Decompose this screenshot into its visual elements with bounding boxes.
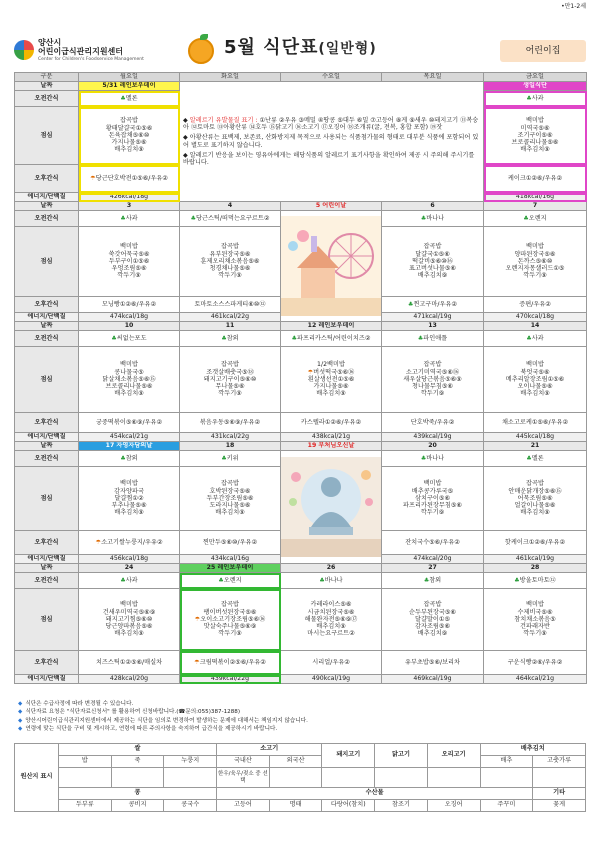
lunch-w2-tue: 잡곡밥 유부된장국⑤⑥ 훈제오리채소볶음⑤⑥ 청경채나물⑤⑥ 깍두기⑨ bbox=[180, 227, 281, 297]
origin-cell: 오징어 bbox=[427, 800, 480, 812]
energy-w3-wed: 438kcal/21g bbox=[281, 433, 382, 442]
lunch-w2-thu: 잡곡밥 달걀국①⑤⑥ 떡갈비⑤⑥⑩⑯ 표고버섯나물⑤⑥ 배추김치⑨ bbox=[382, 227, 484, 297]
pm-w3-tue: 볶음우동⑤⑥⑨/우유② bbox=[180, 413, 281, 433]
energy-w3-mon: 454kcal/21g bbox=[79, 433, 180, 442]
day-wed: 수요일 bbox=[281, 73, 382, 82]
am-w2-mon: ♣ 사과 bbox=[79, 211, 180, 227]
row-label-am: 오전간식 bbox=[15, 331, 79, 347]
pm-w3-wed: 카스텔라①②⑥/우유② bbox=[281, 413, 382, 433]
energy-w4-fri: 461kcal/19g bbox=[484, 555, 587, 564]
date-w2-wed: 5 어린이날 bbox=[281, 202, 382, 211]
date-w4-mon: 17 자영자담의날 bbox=[79, 442, 180, 451]
row-label-date: 날짜 bbox=[15, 322, 79, 331]
energy-w5-thu: 469kcal/19g bbox=[382, 675, 484, 684]
date-w5-tue: 25 레인보우데이 bbox=[180, 564, 281, 573]
row-label-lunch: 점심 bbox=[15, 107, 79, 165]
date-w5-mon: 24 bbox=[79, 564, 180, 573]
lunch-w3-wed: 1/2백미밥 ☂ 버섯떡국⑤⑥⑯ 흰살생선전①⑤⑥ 가지나물⑤⑥ 배추김치⑨ bbox=[281, 347, 382, 413]
origin-cell: 콩국수 bbox=[164, 800, 217, 812]
origin-beef: 소고기 bbox=[217, 744, 322, 756]
page-number: •만1-2세 bbox=[561, 3, 586, 10]
notes bbox=[18, 700, 582, 734]
origin-cell: 콩비지 bbox=[111, 800, 164, 812]
energy-w3-thu: 439kcal/19g bbox=[382, 433, 484, 442]
note-item: ◆ 식단자료 요청은 "식단자료신청서" 를 활용하여 신청바랍니다.(☎문의:055)387-1288) bbox=[18, 708, 582, 716]
origin-cell: 두부류 bbox=[59, 800, 112, 812]
note-item: ◆ 양산시어린이급식관리지원센터에서 제공하는 식단을 임의로 변경하여 발생하는 문제에 대해서는 책임지지 않습니다. bbox=[18, 717, 582, 725]
date-w2-fri: 7 bbox=[484, 202, 587, 211]
lunch-w1-fri: 백미밥 미역국⑤⑥ 조기구이⑤⑥ 브로콜리나물⑤⑥ 배추김치⑨ bbox=[484, 107, 587, 165]
pm-w5-mon: 치즈스틱①②⑤⑥/매실차 bbox=[79, 651, 180, 675]
lunch-w3-thu: 잡곡밥 소고기미역국⑤⑥⑯ 새우살당근볶음⑤⑥⑨ 청나물무침⑤⑥ 깍두기⑨ bbox=[382, 347, 484, 413]
origin-cell: 배추 bbox=[480, 756, 533, 768]
origin-table bbox=[14, 743, 586, 812]
am-w1-fri: ♣ 사과 bbox=[484, 91, 587, 107]
origin-cell bbox=[533, 768, 586, 788]
row-label-pm: 오후간식 bbox=[15, 165, 79, 193]
am-w3-wed: ♣ 파프리카스틱/어린이치즈② bbox=[281, 331, 382, 347]
pm-w1-fri: 케이크①②⑥/우유② bbox=[484, 165, 587, 193]
day-mon: 월요일 bbox=[79, 73, 180, 82]
row-label-am: 오전간식 bbox=[15, 211, 79, 227]
am-w2-thu: ♣ 바나나 bbox=[382, 211, 484, 227]
date-w1-fri: 생일식단 bbox=[484, 82, 587, 91]
am-w2-fri: ♣ 오렌지 bbox=[484, 211, 587, 227]
row-label-date: 날짜 bbox=[15, 82, 79, 91]
buddha-day-illustration bbox=[281, 451, 382, 564]
energy-w4-mon: 456kcal/18g bbox=[79, 555, 180, 564]
date-w3-tue: 11 bbox=[180, 322, 281, 331]
col-label: 구분 bbox=[15, 73, 79, 82]
origin-rice: 쌀 bbox=[59, 744, 217, 756]
pm-w4-thu: 잔치국수⑤⑥/우유② bbox=[382, 531, 484, 555]
pm-w2-fri: 증편/우유② bbox=[484, 297, 587, 313]
row-label-energy: 에너지/단백질 bbox=[15, 313, 79, 322]
origin-cell bbox=[59, 768, 112, 788]
am-w3-fri: ♣ 사과 bbox=[484, 331, 587, 347]
am-w5-tue: ♣ 오렌지 bbox=[180, 573, 281, 589]
row-label-energy: 에너지/단백질 bbox=[15, 433, 79, 442]
lunch-w2-mon: 백미밥 쑥갓어묵국⑤⑥ 두부구이①⑤⑥ 우엉조림⑤⑥ 깍두기⑨ bbox=[79, 227, 180, 297]
am-w3-thu: ♣ 파인애플 bbox=[382, 331, 484, 347]
origin-chicken: 닭고기 bbox=[375, 744, 428, 768]
lunch-w3-tue: 잡곡밥 조갯살배춧국⑤⑱ 돼지고기구이⑤⑥⑩ 무나물⑤⑥ 깍두기⑨ bbox=[180, 347, 281, 413]
org-name: 어린이급식관리지원센터 bbox=[38, 47, 124, 56]
row-label-am: 오전간식 bbox=[15, 573, 79, 589]
energy-w3-fri: 445kcal/18g bbox=[484, 433, 587, 442]
lunch-w5-thu: 잡곡밥 순두부된장국⑤⑥ 달걀말이①⑤ 감자조림⑤⑥ 배추김치⑨ bbox=[382, 589, 484, 651]
date-w5-thu: 27 bbox=[382, 564, 484, 573]
energy-w1-mon: 426kcal/18g bbox=[79, 193, 180, 202]
lunch-w3-mon: 백미밥 콩나물국⑤ 닭살채소볶음⑤⑥⑮ 브로콜리나물⑤⑥ 배추김치⑨ bbox=[79, 347, 180, 413]
origin-cell: 국내산 bbox=[217, 756, 270, 768]
row-label-energy: 에너지/단백질 bbox=[15, 555, 79, 564]
row-label-lunch: 점심 bbox=[15, 227, 79, 297]
date-w5-fri: 28 bbox=[484, 564, 587, 573]
energy-w2-thu: 471kcal/19g bbox=[382, 313, 484, 322]
lunch-w4-mon: 백미밥 감자양파국 달걀찜①② 부추나물⑤⑥ 배추김치⑨ bbox=[79, 467, 180, 531]
date-w2-mon: 3 bbox=[79, 202, 180, 211]
row-label-pm: 오후간식 bbox=[15, 297, 79, 313]
date-w5-wed: 26 bbox=[281, 564, 382, 573]
am-w4-tue: ♣ 키위 bbox=[180, 451, 281, 467]
note-item: ◆ 식단은 수급사정에 따라 변경될 수 있습니다. bbox=[18, 700, 582, 708]
pm-w3-fri: 채소고로케①⑤⑥/우유② bbox=[484, 413, 587, 433]
am-w3-mon: ♣ 씨없는포도 bbox=[79, 331, 180, 347]
lunch-w4-thu: 백미밥 배추콩가루국⑤ 삼치구이⑤⑥ 파프리카된장무침⑤⑥ 깍두기⑨ bbox=[382, 467, 484, 531]
lunch-w5-wed: 카레라이스⑤⑥ 시금치된장국⑤⑥ 해물완자전⑤⑥⑨⑰ 배추김치⑨ 마시는요구르트② bbox=[281, 589, 382, 651]
am-w4-fri: ♣ 멜론 bbox=[484, 451, 587, 467]
origin-cell: 꽃게 bbox=[533, 800, 586, 812]
row-label-pm: 오후간식 bbox=[15, 413, 79, 433]
pm-w2-mon: 모닝빵①②⑥/우유② bbox=[79, 297, 180, 313]
origin-kimchi: 배추김치 bbox=[480, 744, 586, 756]
org-name-en: Center for Children's Foodservice Management bbox=[38, 57, 144, 62]
menu-table bbox=[14, 72, 587, 684]
row-label-date: 날짜 bbox=[15, 564, 79, 573]
origin-cell: 고등어 bbox=[217, 800, 270, 812]
origin-beef-note: 한우/육우/젖소 중 선택 bbox=[217, 768, 270, 788]
lunch-w4-tue: 잡곡밥 호박된장국⑤⑥ 두부간장조림⑤⑥ 도라지나물⑤⑥ 배추김치⑨ bbox=[180, 467, 281, 531]
energy-w2-fri: 470kcal/18g bbox=[484, 313, 587, 322]
energy-w1-fri: 418kcal/16g bbox=[484, 193, 587, 202]
origin-bean: 콩 bbox=[59, 788, 217, 800]
row-label-lunch: 점심 bbox=[15, 467, 79, 531]
energy-w5-wed: 490kcal/19g bbox=[281, 675, 382, 684]
origin-cell bbox=[269, 768, 322, 788]
pm-w4-mon: ☂ 소고기쌀누룽지/우유② bbox=[79, 531, 180, 555]
row-label-energy: 에너지/단백질 bbox=[15, 675, 79, 684]
center-logo bbox=[14, 38, 164, 66]
lunch-w5-mon: 백미밥 건새우미역국⑤⑥⑨ 돼지고기찜⑤⑥⑩ 당근양파볶음⑤⑥ 배추김치⑨ bbox=[79, 589, 180, 651]
day-thu: 목요일 bbox=[382, 73, 484, 82]
origin-cell bbox=[480, 768, 533, 788]
date-w3-fri: 14 bbox=[484, 322, 587, 331]
origin-cell: 밥 bbox=[59, 756, 112, 768]
org-city: 양산시 bbox=[38, 38, 62, 47]
energy-w4-thu: 474kcal/20g bbox=[382, 555, 484, 564]
pm-w2-thu: ♣ 찐고구마/우유② bbox=[382, 297, 484, 313]
pm-w4-tue: 찐만두⑤⑥⑩/우유② bbox=[180, 531, 281, 555]
energy-w3-tue: 431kcal/22g bbox=[180, 433, 281, 442]
energy-w5-tue: 439kcal/22g bbox=[180, 675, 281, 684]
pm-w4-fri: 핫케이크①②⑥/우유② bbox=[484, 531, 587, 555]
am-w4-mon: ♣ 참외 bbox=[79, 451, 180, 467]
lunch-w2-fri: 백미밥 양파된장국⑤⑥ 돈까스⑤⑥⑩ 오렌지자몽샐러드①⑤ 깍두기⑨ bbox=[484, 227, 587, 297]
am-w5-mon: ♣ 사과 bbox=[79, 573, 180, 589]
row-label-date: 날짜 bbox=[15, 442, 79, 451]
origin-label: 원산지 표시 bbox=[15, 744, 59, 812]
lunch-w4-fri: 잡곡밥 안매운닭개장⑤⑥⑮ 어묵조림⑤⑥ 얼갈이나물⑤⑥ 배추김치⑨ bbox=[484, 467, 587, 531]
origin-pork: 돼지고기 bbox=[322, 744, 375, 768]
am-w4-thu: ♣ 바나나 bbox=[382, 451, 484, 467]
row-label-am: 오전간식 bbox=[15, 91, 79, 107]
lunch-w5-tue: 잡곡밥 팽이버섯된장국⑤⑥ ☂ 오이소고기장조림⑤⑥⑯ 맛살숙주나물⑤⑥⑨ 깍두기⑨ bbox=[180, 589, 281, 651]
pm-w5-tue: ☂ 크림떡볶이②⑤⑥/우유② bbox=[180, 651, 281, 675]
date-w4-tue: 18 bbox=[180, 442, 281, 451]
pm-w2-tue: 토마토소스스파게티⑥⑩⑫ bbox=[180, 297, 281, 313]
origin-cell: 다랑어(참치) bbox=[322, 800, 375, 812]
pm-w3-mon: 궁중떡볶이⑤⑥⑨/우유② bbox=[79, 413, 180, 433]
apple-icon bbox=[188, 38, 214, 64]
date-w4-wed: 19 부처님오신날 bbox=[281, 442, 382, 451]
origin-cell: 참조기 bbox=[375, 800, 428, 812]
pm-w5-thu: 유부초밥⑤⑥/보리차 bbox=[382, 651, 484, 675]
date-w4-thu: 20 bbox=[382, 442, 484, 451]
note-item: ◆ 연령에 맞는 식단을 구비 및 게시하고, 연령에 따른 주의사항을 숙지하여 급간식을 제공하시기 바랍니다. bbox=[18, 725, 582, 733]
origin-duck: 오리고기 bbox=[427, 744, 480, 768]
pm-w5-wed: 시리얼/우유② bbox=[281, 651, 382, 675]
allergy-notice: ◆ 알레르기 유발물질 표기 : ①난류 ②우유 ③메밀 ④땅콩 ⑤대두 ⑥밀 ⑦고등어 ⑧게 ⑨새우 ⑩돼지고기 ⑪복숭아 ⑫토마토 ⑬아황산류 ⑭호두 ⑮닭고기 ⑯소고기 ⑰오징어 ⑱조개류(굴, 전복, 홍합 포함) ⑲잣 ◆ 아황산류는 표백제, 보존료, 산화방지제 목적으로 사용되는 식품첨가물의 형태로 대부분 식품에 포함되어 있어 별도로 표기하지 않습니다. ◆ 알레르기 반응을 보이는 영유아에게는 해당식품의 알레르기 표기사항을 확인하여 제공 시 주의해 주시기를 바랍니다. bbox=[180, 82, 484, 202]
energy-w5-mon: 428kcal/20g bbox=[79, 675, 180, 684]
row-label-date: 날짜 bbox=[15, 202, 79, 211]
energy-w2-tue: 461kcal/22g bbox=[180, 313, 281, 322]
energy-w2-mon: 474kcal/18g bbox=[79, 313, 180, 322]
date-w3-mon: 10 bbox=[79, 322, 180, 331]
row-label-pm: 오후간식 bbox=[15, 531, 79, 555]
energy-w4-tue: 434kcal/16g bbox=[180, 555, 281, 564]
am-w5-wed: ♣ 바나나 bbox=[281, 573, 382, 589]
lunch-w1-mon: 잡곡밥 황태달걀국①⑤⑥ 돈육잡채⑤⑥⑩ 가지나물⑤⑥ 배추김치⑨ bbox=[79, 107, 180, 165]
origin-cell bbox=[375, 768, 428, 788]
origin-cell bbox=[164, 768, 217, 788]
origin-cell bbox=[322, 768, 375, 788]
origin-cell bbox=[111, 768, 164, 788]
am-w5-fri: ♣ 방울토마토⑫ bbox=[484, 573, 587, 589]
row-label-am: 오전간식 bbox=[15, 451, 79, 467]
origin-cell bbox=[427, 768, 480, 788]
origin-cell: 주꾸미 bbox=[480, 800, 533, 812]
header bbox=[14, 34, 586, 68]
row-label-pm: 오후간식 bbox=[15, 651, 79, 675]
lunch-w3-fri: 백미밥 북엇국⑤⑥ 메추리알장조림①⑤⑥ 오이나물⑤⑥ 배추김치⑨ bbox=[484, 347, 587, 413]
origin-cell: 외국산 bbox=[269, 756, 322, 768]
row-label-lunch: 점심 bbox=[15, 589, 79, 651]
childrens-day-illustration bbox=[281, 211, 382, 322]
title-area bbox=[188, 34, 438, 68]
am-w2-tue: ♣ 당근스틱/떠먹는요구르트② bbox=[180, 211, 281, 227]
date-w1-mon: 5/31 레인보우데이 bbox=[79, 82, 180, 91]
pm-w1-mon: ☂ 당근단호박전①⑤⑥/우유② bbox=[79, 165, 180, 193]
origin-cell: 명태 bbox=[269, 800, 322, 812]
logo-mark-icon bbox=[14, 40, 34, 60]
am-w5-thu: ♣ 참외 bbox=[382, 573, 484, 589]
date-w3-thu: 13 bbox=[382, 322, 484, 331]
pm-w3-thu: 단호박죽/우유② bbox=[382, 413, 484, 433]
pm-w5-fri: 구운식빵②⑥/우유② bbox=[484, 651, 587, 675]
am-w1-mon: ♣ 멜론 bbox=[79, 91, 180, 107]
origin-seafood: 수산물 bbox=[217, 788, 533, 800]
row-label-energy: 에너지/단백질 bbox=[15, 193, 79, 202]
audience-badge: 어린이집 bbox=[500, 40, 586, 62]
row-label-lunch: 점심 bbox=[15, 347, 79, 413]
origin-cell: 죽 bbox=[111, 756, 164, 768]
date-w2-tue: 4 bbox=[180, 202, 281, 211]
energy-w5-fri: 464kcal/21g bbox=[484, 675, 587, 684]
origin-cell: 고춧가루 bbox=[533, 756, 586, 768]
origin-etc: 기타 bbox=[533, 788, 586, 800]
origin-cell: 누룽지 bbox=[164, 756, 217, 768]
day-fri: 금요일 bbox=[484, 73, 587, 82]
date-w4-fri: 21 bbox=[484, 442, 587, 451]
lunch-w5-fri: 백미밥 수제비국⑤⑥ 참치채소볶음⑤ 건파래자반 깍두기⑨ bbox=[484, 589, 587, 651]
page-title: 5월 식단표(일반형) bbox=[224, 37, 377, 58]
date-w3-wed: 12 레인보우데이 bbox=[281, 322, 382, 331]
date-w2-thu: 6 bbox=[382, 202, 484, 211]
am-w3-tue: ♣ 참외 bbox=[180, 331, 281, 347]
day-tue: 화요일 bbox=[180, 73, 281, 82]
